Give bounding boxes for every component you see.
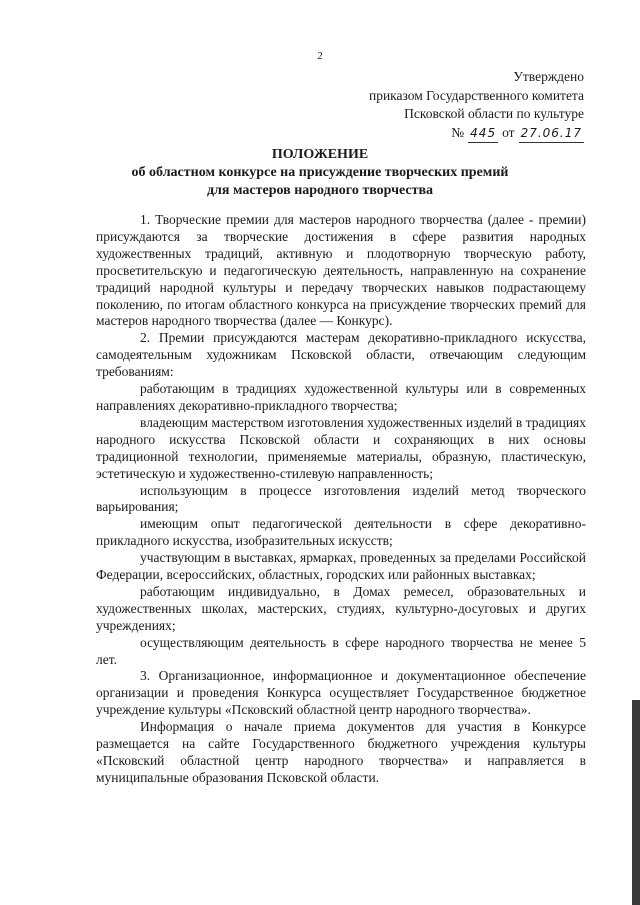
number-prefix: № <box>451 124 465 140</box>
approval-line-1: Утверждено <box>513 69 584 84</box>
order-number-line <box>369 124 584 144</box>
document-body <box>96 212 586 787</box>
requirement-item: использующим в процессе изготовления изделий метод творческого варьирования; <box>96 482 586 515</box>
date-prefix: от <box>502 124 515 140</box>
approval-line-2: приказом Государственного комитета <box>368 87 584 103</box>
requirement-item: имеющим опыт педагогической деятельности в сфере декоративно-прикладного искусства, изобразительных искусств; <box>96 516 586 549</box>
paragraph-4: Информация о начале приема документов для участия в Конкурсе размещается на сайте Государственного бюджетного учреждения культуры «Псковский областной центр народного творчества» и направляется в муниципальные образования Псковской области. <box>96 719 586 785</box>
page-number: 2 <box>317 50 323 62</box>
paragraph-2: 2. Премии присуждаются мастерам декоративно-прикладного искусства, самодеятельным художникам Псковской области, отвечающим следующим требованиям: <box>96 330 586 380</box>
requirement-item: работающим индивидуально, в Домах ремесел, образовательных и художественных школах, мастерских, студиях, культурно-досуговых и других учреждениях; <box>96 583 586 633</box>
requirement-item: владеющим мастерством изготовления художественных изделий в традициях народного искусства Псковской области и сохраняющих в них основы традиционной технологии, применяемые материалы, образную, пластическую, эстетическую и художественно-стилевую направленность; <box>96 414 586 481</box>
scan-edge-shadow <box>632 700 640 905</box>
order-number: 445 <box>468 124 498 144</box>
order-date: 27.06.17 <box>519 124 584 144</box>
approval-stamp <box>369 68 584 143</box>
title-line-3: для мастеров народного творчества <box>206 183 434 198</box>
requirement-item: осуществляющим деятельность в сфере народного творчества не менее 5 лет. <box>96 634 586 667</box>
title-heading: ПОЛОЖЕНИЕ <box>271 147 369 162</box>
requirement-item: участвующим в выставках, ярмарках, проведенных за пределами Российской Федерации, всероссийских, областных, городских или районных выставках; <box>96 550 586 583</box>
approval-line-3: Псковской области по культуре <box>404 106 584 121</box>
requirement-item: работающим в традициях художественной культуры или в современных направлениях декоративно-прикладного творчества; <box>96 381 586 413</box>
paragraph-3: 3. Организационное, информационное и документационное обеспечение организации и проведения Конкурса осуществляет Государственное бюджетное учреждение культуры «Псковский областной центр народного творчества». <box>96 668 586 718</box>
title-line-2: об областном конкурсе на присуждение творческих премий <box>131 165 509 180</box>
paragraph-1: 1. Творческие премии для мастеров народного творчества (далее - премии) присуждаются за творческие достижения в сфере развития народных художественных традиций, активную и плодотворную творческую работу, просветительскую и педагогическую деятельность, направленную на сохранение традиций народной культуры и передачу творческих навыков подрастающему поколению, по итогам областного конкурса на присуждение творческих премий для мастеров народного творчества (далее — Конкурс). <box>96 212 586 329</box>
document-title <box>0 146 640 200</box>
